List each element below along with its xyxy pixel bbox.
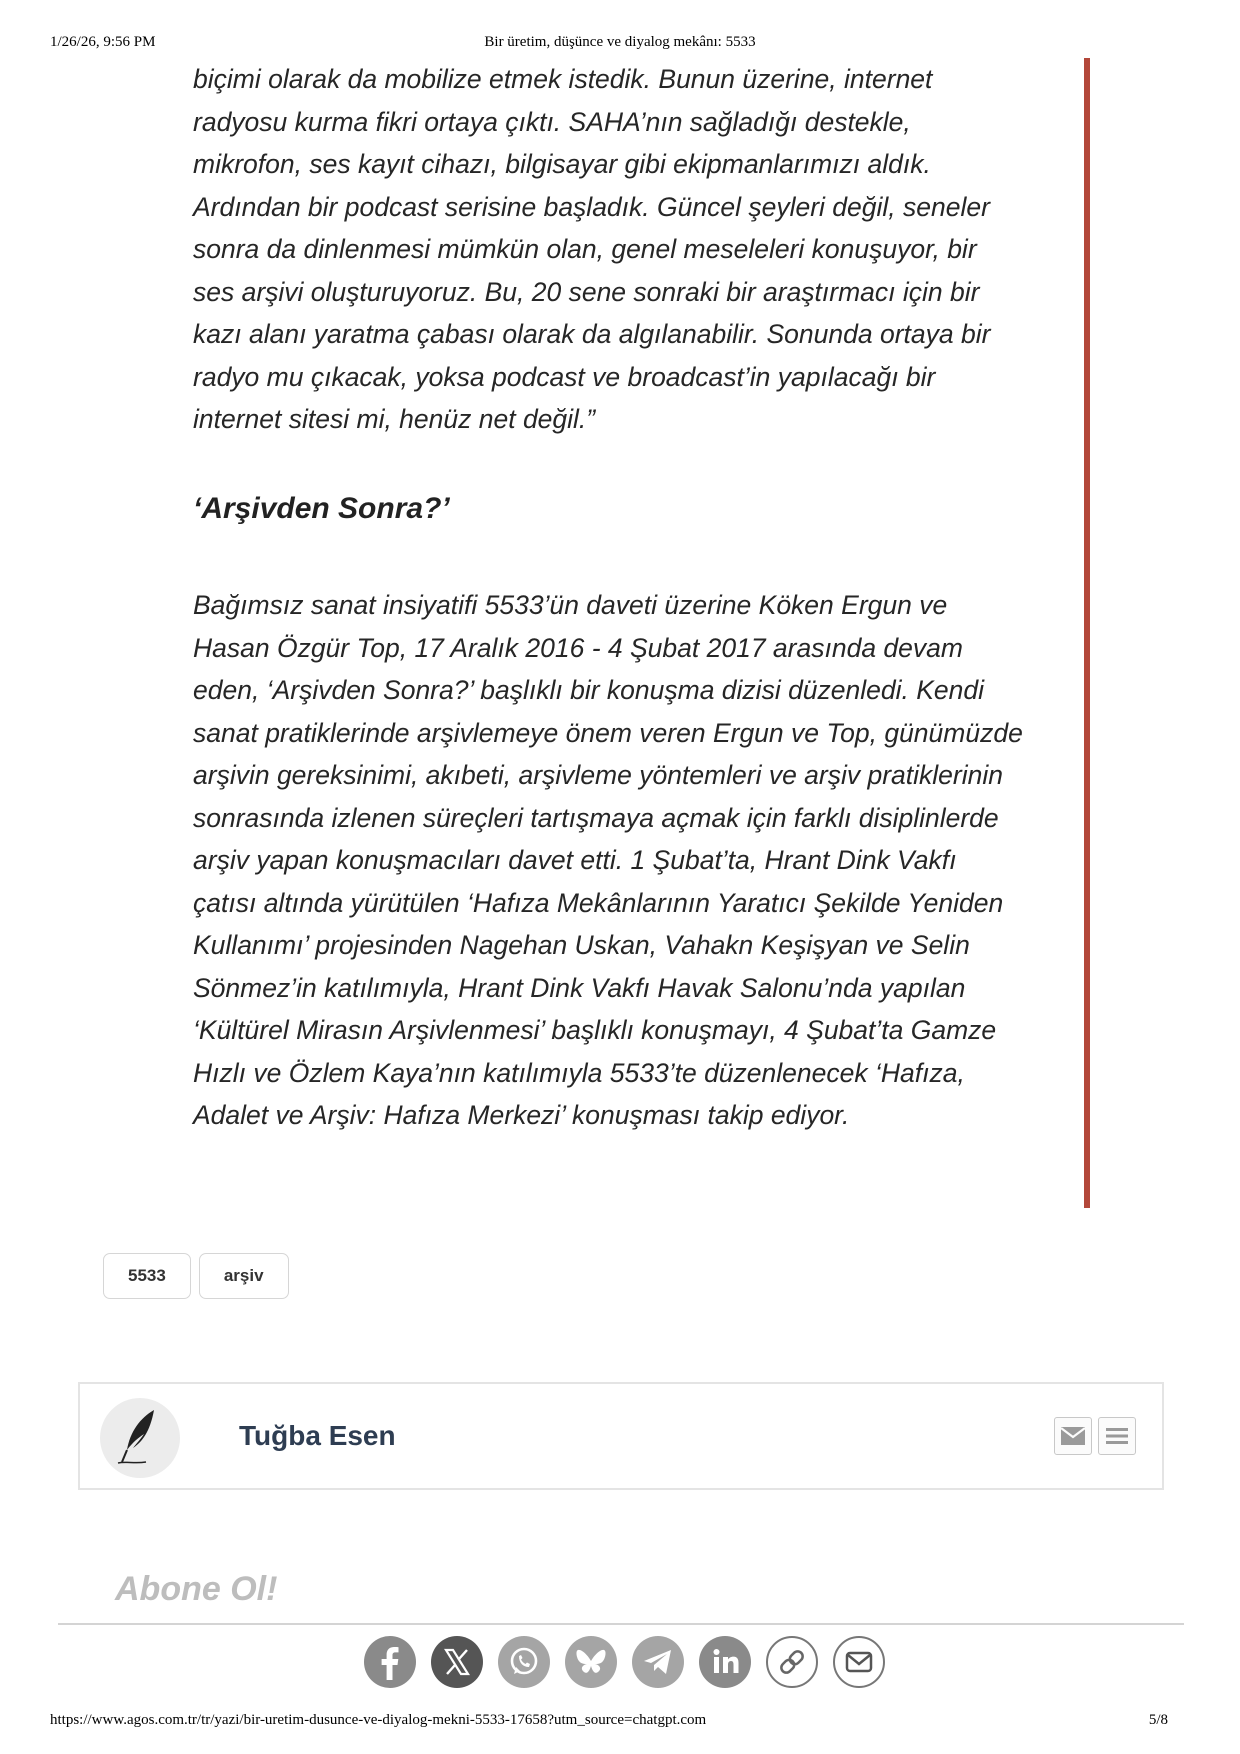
text-line: çatısı altında yürütülen ‘Hafıza Mekânlarının Yaratıcı Şekilde Yeniden: [193, 887, 1004, 918]
text-line: eden, ‘Arşivden Sonra?’ başlıklı bir konuşma dizisi düzenledi. Kendi: [193, 675, 985, 705]
text-line: sonra da dinlenmesi mümkün olan, genel meseleleri konuşuyor, bir: [193, 234, 977, 264]
share-telegram-button[interactable]: [632, 1636, 684, 1688]
text-line: internet sitesi mi, henüz net değil.”: [193, 404, 596, 434]
share-bar: [364, 1636, 885, 1688]
text-line: arşiv yapan konuşmacıları davet etti. 1 Şubat’ta, Hrant Dink Vakfı: [193, 845, 957, 875]
link-icon: [768, 1638, 816, 1686]
print-datetime: 1/26/26, 9:56 PM: [50, 34, 156, 50]
text-line: Hasan Özgür Top, 17 Aralık 2016 - 4 Şubat 2017 arasında devam: [193, 632, 963, 663]
text-line: kazı alanı yaratma çabası olarak da algılanabilir. Sonunda ortaya bir: [193, 319, 991, 349]
quote-paragraph: [193, 58, 1073, 441]
text-line: Ardından bir podcast serisine başladık. Güncel şeyleri değil, seneler: [193, 191, 990, 222]
whatsapp-icon: [498, 1636, 550, 1688]
divider: [58, 1623, 1184, 1625]
print-page-number: 5/8: [1148, 1712, 1168, 1728]
list-icon: [1106, 1427, 1128, 1445]
text-line: radyo mu çıkacak, yoksa podcast ve broadcast’in yapılacağı bir: [193, 361, 936, 392]
share-whatsapp-button[interactable]: [498, 1636, 550, 1688]
text-line: ‘Kültürel Mirasın Arşivlenmesi’ başlıklı konuşmayı, 4 Şubat’ta Gamze: [193, 1015, 997, 1045]
copy-link-button[interactable]: [766, 1636, 818, 1688]
share-email-button[interactable]: [833, 1636, 885, 1688]
body-paragraph: [193, 584, 1073, 1137]
text-line: sanat pratiklerinde arşivlemeye önem veren Ergun ve Top, günümüzde: [193, 717, 1023, 748]
subscribe-heading[interactable]: Abone Ol!: [115, 1570, 278, 1608]
text-line: Hızlı ve Özlem Kaya’nın katılımıyla 5533’te düzenlenecek ‘Hafıza,: [193, 1057, 965, 1088]
text-line: ses arşivi oluşturuyoruz. Bu, 20 sene sonraki bir araştırmacı için bir: [193, 276, 980, 307]
print-header: [50, 34, 1190, 54]
author-name[interactable]: Tuğba Esen: [239, 1420, 396, 1451]
quill-pen-icon: [100, 1398, 180, 1478]
print-footer: [50, 1712, 1190, 1732]
tag-5533[interactable]: 5533: [103, 1253, 191, 1299]
avatar[interactable]: [100, 1398, 180, 1478]
print-page-title: Bir üretim, düşünce ve diyalog mekânı: 5533: [484, 34, 756, 50]
text-line: biçimi olarak da mobilize etmek istedik. Bunun üzerine, internet: [193, 64, 933, 94]
text-line: mikrofon, ses kayıt cihazı, bilgisayar gibi ekipmanlarımızı aldık.: [193, 149, 931, 179]
print-url: https://www.agos.com.tr/tr/yazi/bir-uretim-dusunce-ve-diyalog-mekni-5533-17658?utm_source=chatgpt.com: [50, 1712, 707, 1728]
email-icon: [835, 1638, 883, 1686]
bluesky-icon: [565, 1636, 617, 1688]
text-line: arşivin gereksinimi, akıbeti, arşivleme yöntemleri ve arşiv pratiklerinin: [193, 760, 1003, 790]
share-facebook-button[interactable]: [364, 1636, 416, 1688]
share-x-button[interactable]: [431, 1636, 483, 1688]
author-actions: [1054, 1417, 1136, 1455]
text-line: Adalet ve Arşiv: Hafıza Merkezi’ konuşması takip ediyor.: [193, 1100, 850, 1130]
author-articles-button[interactable]: [1098, 1417, 1136, 1455]
tag-list: [103, 1253, 289, 1299]
x-icon: [431, 1636, 483, 1688]
section-heading: ‘Arşivden Sonra?’: [193, 492, 450, 525]
tag-arsiv[interactable]: arşiv: [199, 1253, 289, 1299]
share-linkedin-button[interactable]: [699, 1636, 751, 1688]
telegram-icon: [632, 1636, 684, 1688]
author-card: [78, 1382, 1164, 1490]
text-line: sonrasında izlenen süreçleri tartışmaya açmak için farklı disiplinlerde: [193, 802, 999, 833]
mail-icon: [1061, 1427, 1085, 1445]
linkedin-icon: [699, 1636, 751, 1688]
text-line: Kullanımı’ projesinden Nagehan Uskan, Vahakn Keşişyan ve Selin: [193, 930, 970, 960]
author-email-button[interactable]: [1054, 1417, 1092, 1455]
quote-accent-rule: [1084, 58, 1090, 1208]
facebook-icon: [364, 1636, 416, 1688]
text-line: radyosu kurma fikri ortaya çıktı. SAHA’nın sağladığı destekle,: [193, 106, 911, 137]
text-line: Bağımsız sanat insiyatifi 5533’ün daveti üzerine Köken Ergun ve: [193, 590, 948, 620]
text-line: Sönmez’in katılımıyla, Hrant Dink Vakfı Havak Salonu’nda yapılan: [193, 972, 966, 1003]
share-bluesky-button[interactable]: [565, 1636, 617, 1688]
